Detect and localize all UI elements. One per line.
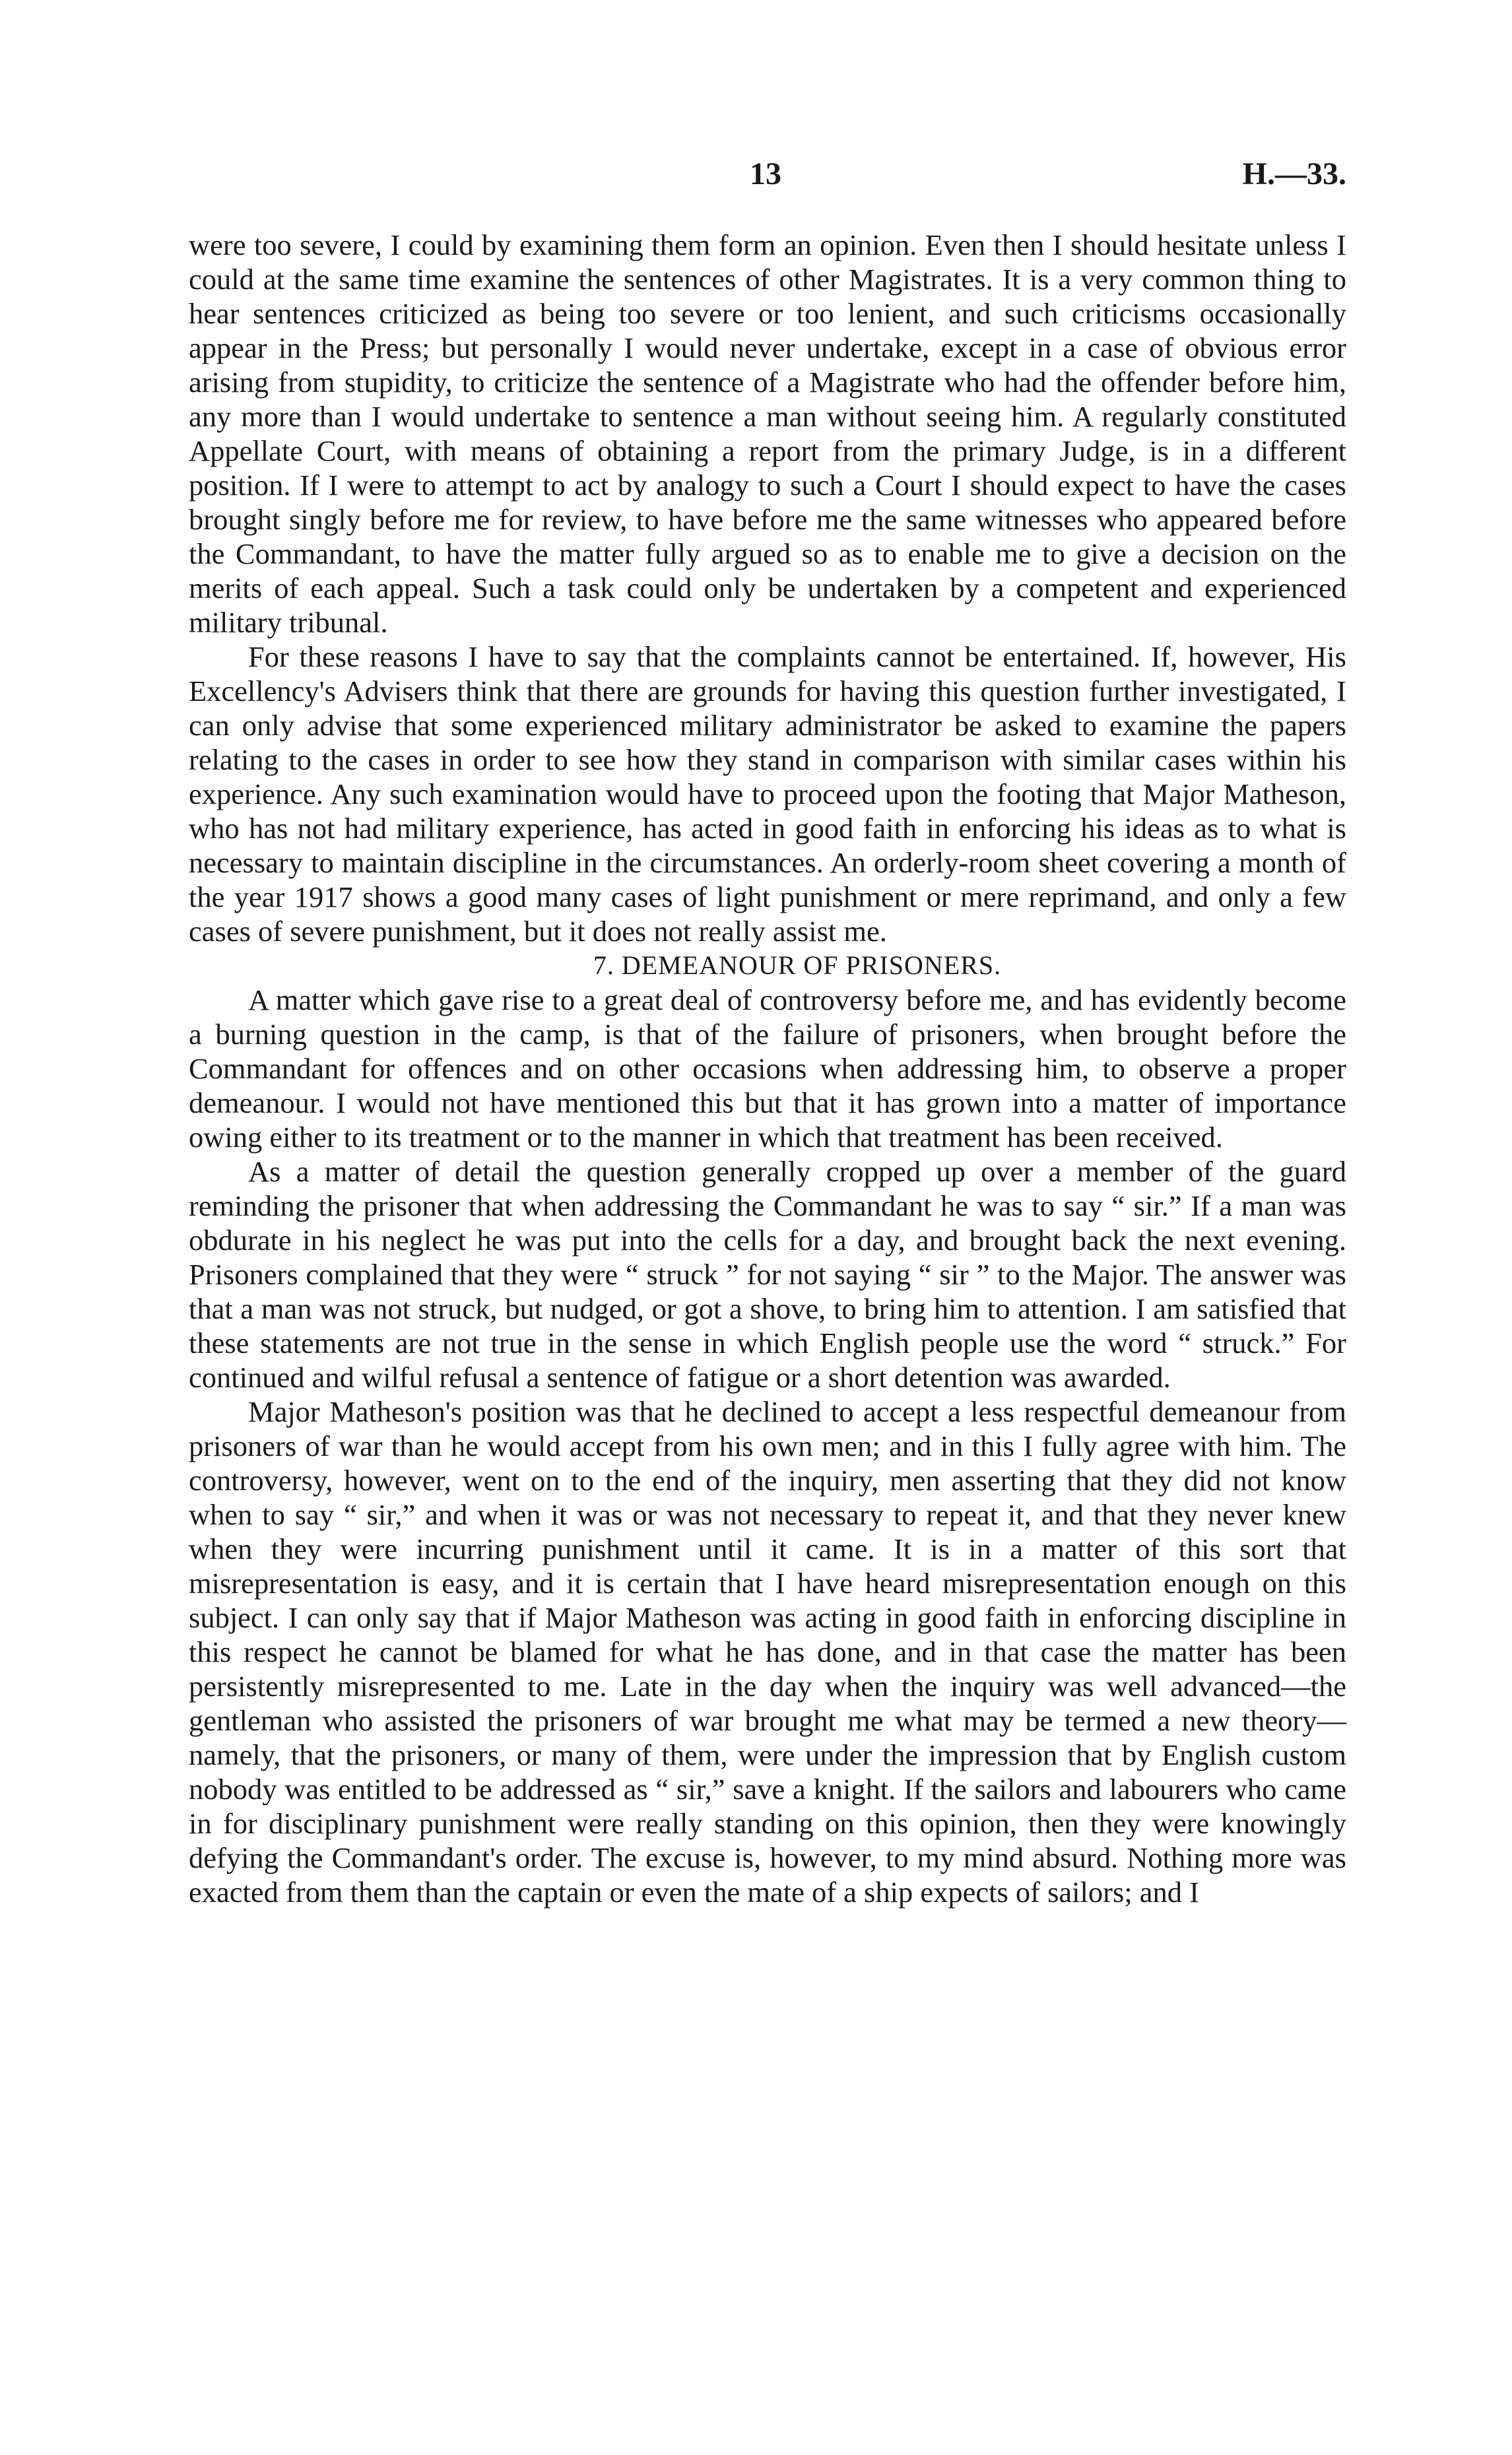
body-text — [189, 228, 1346, 1909]
paragraph: A matter which gave rise to a great deal of controversy before me, and has evidently become a burning question in the camp, is that of the failure of prisoners, when brought before the Commandant for offences and on other occasions when addressing him, to observe a proper demeanour. I would not have mentioned this but that it has grown into a matter of importance owing either to its treatment or to the manner in which that treatment has been received. — [189, 983, 1346, 1154]
section-heading: 7. DEMEANOUR OF PRISONERS. — [593, 950, 1002, 980]
page-number: 13 — [750, 156, 781, 191]
paragraph: For these reasons I have to say that the complaints cannot be entertained. If, however, His Excellency's Advisers think that there are grounds for having this question further investigated, I can only advise that some experienced military administrator be asked to examine the papers relating to the cases in order to see how they stand in comparison with similar cases within his experience. Any such examination would have to proceed upon the footing that Major Matheson, who has not had military experience, has acted in good faith in enforcing his ideas as to what is necessary to maintain discipline in the circumstances. An orderly-room sheet covering a month of the year 1917 shows a good many cases of light punishment or mere reprimand, and only a few cases of severe punishment, but it does not really assist me. — [189, 640, 1346, 948]
document-reference: H.—33. — [1242, 156, 1346, 191]
page-header — [189, 156, 1346, 202]
paragraph: Major Matheson's position was that he declined to accept a less respectful demeanour from prisoners of war than he would accept from his own men; and in this I fully agree with him. The controversy, however, went on to the end of the inquiry, men asserting that they did not know when to say “ sir,” and when it was or was not necessary to repeat it, and that they never knew when they were incurring punishment until it came. It is in a matter of this sort that misrepresentation is easy, and it is certain that I have heard misrepresentation enough on this subject. I can only say that if Major Matheson was acting in good faith in enforcing discipline in this respect he cannot be blamed for what he has done, and in that case the matter has been persistently misrepresented to me. Late in the day when the inquiry was well advanced—the gentleman who assisted the prisoners of war brought me what may be termed a new theory—namely, that the prisoners, or many of them, were under the impression that by English custom nobody was entitled to be addressed as “ sir,” save a knight. If the sailors and labourers who came in for disciplinary punishment were really standing on this opinion, then they were knowingly defying the Commandant's order. The excuse is, however, to my mind absurd. Nothing more was exacted from them than the captain or even the mate of a ship expects of sailors; and I — [189, 1395, 1346, 1909]
paragraph: As a matter of detail the question generally cropped up over a member of the guard reminding the prisoner that when addressing the Commandant he was to say “ sir.” If a man was obdurate in his neglect he was put into the cells for a day, and brought back the next evening. Prisoners complained that they were “ struck ” for not saying “ sir ” to the Major. The answer was that a man was not struck, but nudged, or got a shove, to bring him to attention. I am satisfied that these statements are not true in the sense in which English people use the word “ struck.” For continued and wilful refusal a sentence of fatigue or a short detention was awarded. — [189, 1155, 1346, 1394]
paragraph-continued: were too severe, I could by examining them form an opinion. Even then I should hesitate unless I could at the same time examine the sentences of other Magistrates. It is a very common thing to hear sentences criticized as being too severe or too lenient, and such criticisms occasionally appear in the Press; but personally I would never undertake, except in a case of obvious error arising from stupidity, to criticize the sentence of a Magistrate who had the offender before him, any more than I would undertake to sentence a man without seeing him. A regularly constituted Appellate Court, with means of obtaining a report from the primary Judge, is in a different position. If I were to attempt to act by analogy to such a Court I should expect to have the cases brought singly before me for review, to have before me the same witnesses who appeared before the Commandant, to have the matter fully argued so as to enable me to give a decision on the merits of each appeal. Such a task could only be undertaken by a competent and experienced military tribunal. — [189, 228, 1346, 639]
